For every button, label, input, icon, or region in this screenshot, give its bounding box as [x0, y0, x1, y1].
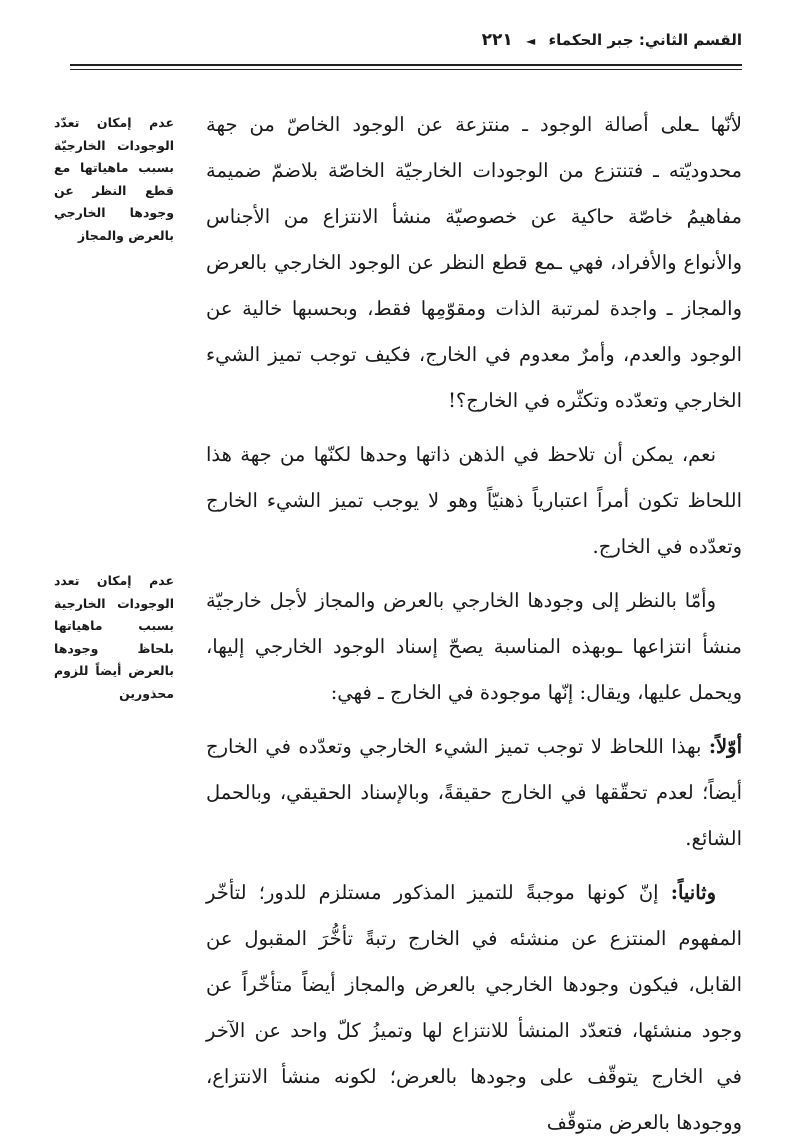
arrow-left-icon: ◄ [526, 34, 536, 48]
paragraph-text: بهذا اللحاظ لا توجب تميز الشيء الخارجي وتعدّده في الخارج أيضاً؛ لعدم تحقّقها في الخارج حقيقةً، وبالإسناد الحقيقي، وبالحمل الشائع. [206, 735, 742, 850]
paragraph-text: إنّ كونها موجبةً للتميز المذكور مستلزم للدور؛ لتأخّر المفهوم المنتزع عن منشئه في الخارج رتبةً تأخُّرَ المقبول عن القابل، فيكون وجودها الخارجي بالعرض والمجاز أيضاً متأخّراً عن وجود منشئها، فتعدّد المنشأ للانتزاع لها وتميزُ كلّ واحد عن الآخر في الخارج يتوقّف على وجودها بالعرض؛ لكونه منشأ الانتزاع، ووجودها بالعرض متوقّف [206, 881, 742, 1134]
page-header [70, 30, 742, 60]
paragraph-lead: أوّلاً: [708, 735, 742, 758]
margin-note: عدم إمكان تعدّد الوجودات الخارجيّة بسبب ماهياتها مع قطع النظر عن وجودها الخارجي بالعرض والمجاز [54, 115, 174, 243]
main-text [206, 102, 742, 1146]
header-rule [70, 64, 742, 70]
margin-note: عدم إمكان تعدد الوجودات الخارجية بسبب ماهياتها بلحاظ وجودها بالعرض أيضاً للزوم محذورين [54, 573, 174, 701]
paragraph: نعم، يمكن أن تلاحظ في الذهن ذاتها وحدها لكنّها من جهة هذا اللحاظ تكون أمراً اعتبارياً ذهنيّاً وهو لا يوجب تميز الشيء الخارج وتعدّده في الخارج. [206, 443, 742, 558]
paragraph: وأمّا بالنظر إلى وجودها الخارجي بالعرض والمجاز لأجل خارجيّة منشأ انتزاعها ـوبهذه المناسبة يصحّ إسناد الوجود الخارجي إليها، ويحمل عليها، ويقال: إنّها موجودة في الخارج ـ فهي: [206, 589, 742, 704]
page-number: ٢٢١ [481, 30, 513, 50]
section-title: القسم الثاني: جبر الحكماء [548, 31, 742, 49]
paragraph: لأنّها ـعلى أصالة الوجود ـ منتزعة عن الوجود الخاصّ من جهة محدوديّته ـ فتنتزع من الوجودات الخارجيّة الخاصّة بلاضمّ ضميمة مفاهيمُ خاصّة حاكية عن خصوصيّة منشأ الانتزاع من الأجناس والأنواع والأفراد، فهي ـمع قطع النظر عن الوجود الخارجي بالعرض والمجاز ـ واجدة لمرتبة الذات ومقوّمِها فقط، وبحسبها خالية عن الوجود والعدم، وأمرٌ معدوم في الخارج، فكيف توجب تميز الشيء الخارجي وتعدّده وتكثّره في الخارج؟! [206, 113, 742, 412]
paragraph [206, 870, 742, 1146]
paragraph [206, 724, 742, 862]
paragraph-lead: وثانياً: [670, 881, 716, 904]
